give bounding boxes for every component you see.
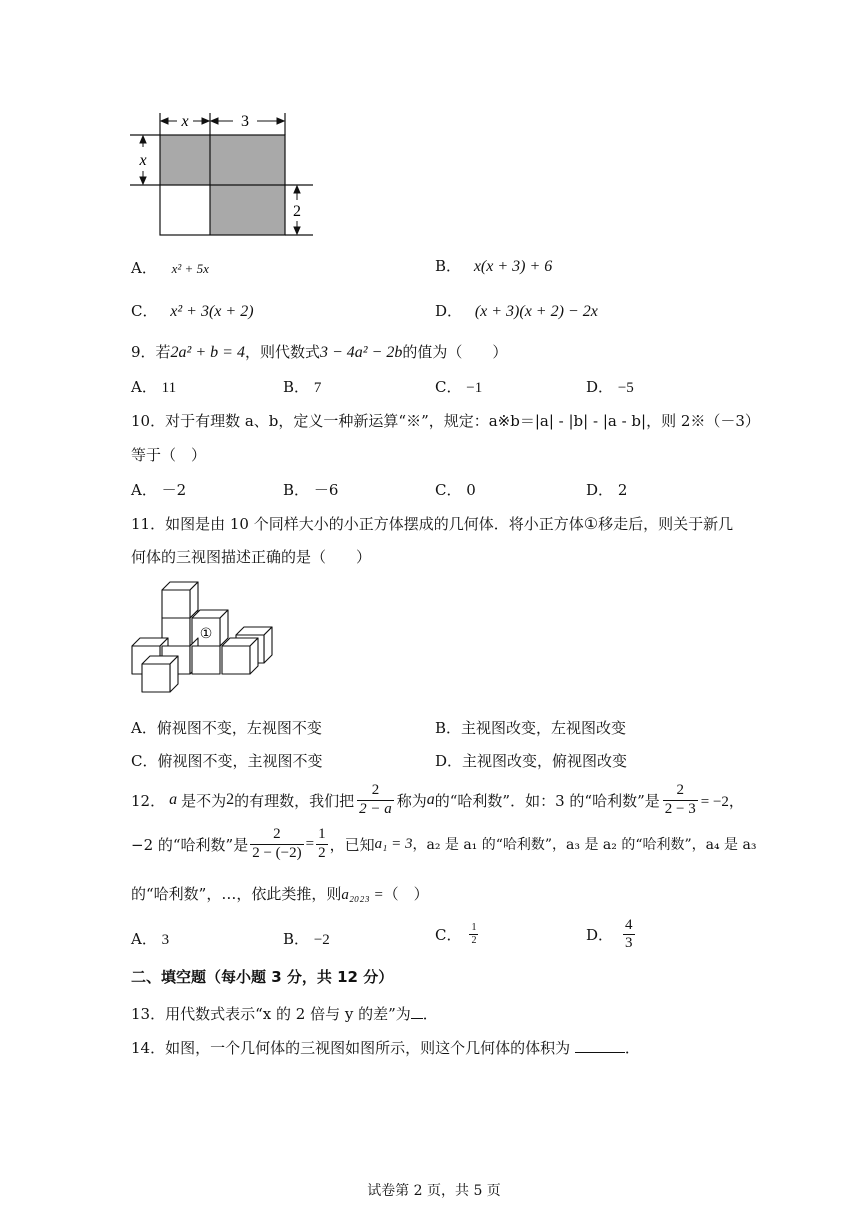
option-letter: C． <box>131 752 158 770</box>
option-letter: D． <box>586 481 614 499</box>
option-letter: B． <box>283 378 310 396</box>
q9-expression: 3 − 4a² − 2b <box>319 344 403 361</box>
cube-1-label: ① <box>199 626 213 642</box>
q12-text: 称为 <box>396 791 427 810</box>
q12-var-a: a <box>426 791 435 808</box>
q12-text: 2 <box>226 791 235 808</box>
q12-text: −2 的“哈利数”是 <box>131 835 249 854</box>
option-value: 7 <box>313 380 322 396</box>
q11-line-2: 何体的三视图描述正确的是（ ） <box>131 548 372 566</box>
option-letter: C． <box>131 302 158 320</box>
q11-text-a: 11．如图是由 10 个同样大小的小正方体摆成的几何体．将小正方体 <box>131 515 584 533</box>
q10-option-b[interactable] <box>283 479 338 500</box>
q8-option-d[interactable] <box>435 300 598 321</box>
q8-option-c[interactable] <box>131 300 254 321</box>
option-value: 俯视图不变，主视图不变 <box>157 752 323 770</box>
example-result-fraction: $\frac{1}{2}$ <box>318 826 326 861</box>
option-value: 3 <box>161 932 170 948</box>
example-fraction-1: $\frac{2}{2 - 3}$ <box>664 782 696 817</box>
q12-text: a₂₀₂₃ = <box>341 887 384 903</box>
q12-line-3 <box>131 883 429 904</box>
option-letter: B． <box>283 930 310 948</box>
q12-option-c[interactable] <box>435 922 478 946</box>
q12-option-b[interactable] <box>283 928 330 949</box>
shaded-cell-bottom-right <box>210 185 285 235</box>
q12-text: （ ） <box>383 885 429 903</box>
q9-condition: 2a² + b = 4 <box>170 344 245 361</box>
label-x-left: x <box>139 152 147 169</box>
q8-option-a[interactable] <box>131 257 209 278</box>
option-value: 主视图改变，俯视图改变 <box>462 752 628 770</box>
harry-number-fraction: $\frac{2}{2 - a}$ <box>359 782 392 817</box>
shaded-cell-top-right <box>210 135 285 185</box>
q11-option-d[interactable] <box>435 750 627 771</box>
q9-option-b[interactable] <box>283 376 321 397</box>
q12-text: 是不为 <box>181 791 227 810</box>
option-value: －2 <box>161 481 187 499</box>
question-13 <box>131 1003 438 1024</box>
q12-text: 的“哈利数”，…，依此类推，则 <box>131 885 342 903</box>
option-expr: x² + 3(x + 2) <box>170 303 254 320</box>
q12-option-a[interactable] <box>131 928 169 949</box>
q12-var-a: a <box>169 791 178 808</box>
q14-text: ． <box>624 1039 640 1057</box>
cube-stack-figure <box>128 578 278 703</box>
q11-text-b: 移走后，则关于新几 <box>598 515 734 533</box>
q13-answer-blank[interactable] <box>411 1004 423 1019</box>
option-letter: D． <box>586 378 614 396</box>
q9-prefix: 9．若 <box>131 343 171 361</box>
option-letter: C． <box>435 481 462 499</box>
option-letter: D． <box>586 926 614 945</box>
option-letter: D． <box>435 752 463 770</box>
q10-option-d[interactable] <box>586 479 627 500</box>
option-letter: A． <box>131 719 157 737</box>
option-value: 主视图改变，左视图改变 <box>461 719 627 737</box>
option-letter: B． <box>435 257 462 275</box>
q11-option-a[interactable] <box>131 717 322 738</box>
q10-option-a[interactable] <box>131 479 186 500</box>
label-3: 3 <box>241 113 249 130</box>
option-expr: (x + 3)(x + 2) − 2x <box>474 303 598 320</box>
option-letter: B． <box>283 481 310 499</box>
option-fraction: $\frac{1}{2}$ <box>471 922 477 946</box>
q9-option-d[interactable] <box>586 376 634 397</box>
page-footer: 试卷第 2 页，共 5 页 <box>367 1183 501 1199</box>
option-value: 2 <box>617 481 628 499</box>
rectangle-area-figure <box>125 105 325 245</box>
label-x-top: x <box>181 113 189 130</box>
question-14 <box>131 1037 640 1058</box>
q10-line-2: 等于（ ） <box>131 446 207 464</box>
q8-option-b[interactable] <box>435 255 552 276</box>
q14-answer-blank[interactable] <box>575 1038 625 1053</box>
label-2: 2 <box>293 203 301 220</box>
q10-line-1: 10．对于有理数 a、b，定义一种新运算“※”，规定：a※b＝|a| - |b| - |a - b|，则 2※（－3） <box>131 412 760 430</box>
q12-text: = −2， <box>700 793 744 810</box>
option-letter: A． <box>131 259 157 277</box>
q12-line-2 <box>131 822 756 866</box>
option-expr: x(x + 3) + 6 <box>473 258 553 275</box>
option-letter: A． <box>131 930 157 948</box>
example-fraction-2: $\frac{2}{2 - (-2)}$ <box>252 826 302 861</box>
q9-mid: ，则代数式 <box>244 343 320 361</box>
shaded-cell-top-left <box>160 135 210 185</box>
question-9 <box>131 341 507 362</box>
q13-text: 13．用代数式表示“x 的 2 倍与 y 的差”为 <box>131 1005 411 1023</box>
q12-number: 12． <box>131 791 166 810</box>
q10-option-c[interactable] <box>435 479 476 500</box>
option-value: 11 <box>161 380 177 396</box>
q12-text: 的有理数，我们把 <box>234 791 355 810</box>
q9-suffix: 的值为（ ） <box>402 343 508 361</box>
option-letter: A． <box>131 378 157 396</box>
option-value: －6 <box>313 481 339 499</box>
q12-text: 的“哈利数”．如：3 的“哈利数”是 <box>434 791 660 810</box>
q12-option-d[interactable] <box>586 917 635 953</box>
q14-text: 14．如图，一个几何体的三视图如图所示，则这个几何体的体积为 <box>131 1039 571 1057</box>
option-expr: x² + 5x <box>171 261 209 276</box>
q9-option-c[interactable] <box>435 376 482 397</box>
option-value: −2 <box>313 932 330 948</box>
section-fill-in-blank-title: 二、填空题（每小题 3 分，共 12 分） <box>131 968 394 986</box>
option-value: 俯视图不变，左视图不变 <box>156 719 322 737</box>
option-value: −5 <box>617 380 634 396</box>
option-letter: C． <box>435 378 462 396</box>
q9-option-a[interactable] <box>131 376 176 397</box>
q11-option-c[interactable] <box>131 750 323 771</box>
q11-line-1 <box>131 513 733 534</box>
option-letter: B． <box>435 719 462 737</box>
q11-option-b[interactable] <box>435 717 626 738</box>
q13-text: ． <box>422 1005 438 1023</box>
option-letter: D． <box>435 302 463 320</box>
q11-cube-marker: ① <box>583 514 599 533</box>
option-letter: A． <box>131 481 157 499</box>
q12-line-1 <box>131 778 744 822</box>
option-value: 0 <box>466 481 476 499</box>
q12-text: = <box>305 835 315 852</box>
option-value: −1 <box>466 380 483 396</box>
option-fraction: $\frac{4}{3}$ <box>625 917 633 952</box>
q12-text: a₁ = 3 <box>374 835 413 852</box>
option-letter: C． <box>435 925 462 944</box>
q12-text: ，已知 <box>329 835 375 854</box>
q12-text: ，a₂ 是 a₁ 的“哈利数”，a₃ 是 a₂ 的“哈利数”，a₄ 是 a₃ <box>412 837 757 853</box>
